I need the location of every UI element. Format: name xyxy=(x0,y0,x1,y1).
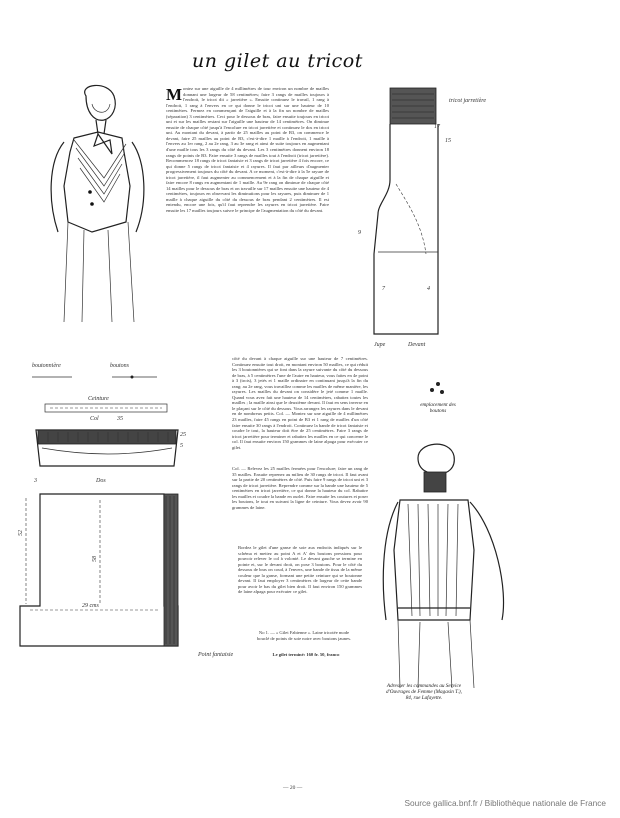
drop-cap: M xyxy=(166,86,183,104)
back-pattern-diagram xyxy=(14,486,204,656)
supply-note xyxy=(256,630,352,648)
source-credit: Source gallica.bnf.fr / Bibliothèque nationale de France xyxy=(404,798,606,808)
collar-diagram xyxy=(28,424,188,474)
measure-9: 9 xyxy=(358,230,361,236)
button-placement-diagram xyxy=(426,376,450,400)
page-title: un gilet au tricot xyxy=(192,50,363,72)
order-caption: Adresser les commandes au Service d'Ouvrages de Femme (Magasin T.), 84, rue Lafayette. xyxy=(386,683,462,702)
article-column-1 xyxy=(166,86,329,356)
measure-15: 15 xyxy=(445,138,451,144)
col-paragraph: Col. — Relevez les 25 mailles fermées pour l'encolure; faire un rang de 35 mailles. Ensuite reprenez au milieu de 30 rangs de tricot. Il faut avant sur la partie de 20 centimètres de côté. Puis faire 9 rangs de tricot uni et 3 rangs de tricot jarretière. Reprendre comme sur la bande une hauteur de 5 centimètres en tricot jarretière, ce qui donne la hauteur du col. Rabattre les mailles et coudre la bande en ourlet. Faire ensuite les coutures et poser les boutons, le tout en suivant la ligne de ceinture. Vous devez avoir 90 grammes de laine. xyxy=(232,466,368,510)
label-emplacement: emplacement des boutons xyxy=(420,402,456,415)
measure-25: 25 xyxy=(180,432,186,438)
article-paragraph-2: côté du devant à chaque aiguille sur une hauteur de 7 centimètres. Continuez ensuite tout droit, en montant environ 50 mailles, ce qui réduit les 3 boutonnières qui se font dans la rayure suivante du côté du dessous de bras, à 5 centimètres l'une de l'autre en hauteur, vous faites en 4e point à 3 (trois), 3 jetés et 1 maille ordinaire en continuant jusqu'à la fin du rang; au 2e rang, vous travaillez comme les mailles de même manière, les rayures. Les mailles du devant on considère le jeté comme 1 maille. Quand vous avez fait une hauteur de 14 centimètres, rabattez toutes les mailles ; la maille ainsi que le deuxième devant. Il faut en sens inverse en le plaçant sur le côté du dessous. Vous arrangez les rayures dans le devant en de nombreux petits. Col. — Montez sur une aiguille de 4 millimètres 23 mailles, faire 45 rangs en point de B3 et 1 rang de mailles d'un côté faire ensuite 30 rangs à l'endroit. Continuez la bande de tricot fantaisie et coudre le tout, la hauteur doit être de 25 centimètres. Faire 3 rangs de tricot jarretière pour terminer et rabattez les mailles en ce qui concerne le col. Il faut ensuite environ 150 grammes de laine alpaga pour exécuter ce gilet. xyxy=(232,356,368,450)
measure-4: 4 xyxy=(427,286,430,292)
label-boutonniere: boutonnière xyxy=(32,363,61,369)
figure-back-illustration xyxy=(378,440,518,690)
price-note: Le gilet terminé: 160 fr. 50, franco xyxy=(272,652,340,657)
article-paragraph-1: ontez sur une aiguille de 4 millimètres de tour environ un nombre de mailles donnant une largeur de 58 centimètres; faire 3 rangs de mailles toujours à l'endroit, le tricot dit « jarretière ». Ensuite continuez le travail, 1 rang à l'endroit, 1 rang à l'envers en ce qui donne le tricot uni sur une hauteur de 10 centimètres. Fermez en commençant de l'aiguille et à la fin un nombre de mailles (séparation) 3 centimètres. Ceci pour le dessous de bras, faire ensuite toujours en tricot uni et sur les mailles restant sur l'aiguille une hauteur de 14 centimètres. On diminue ensuite de chaque côté jusqu'à l'encolure en tricot jarretière et continuez le dos en tricot uni. Au montant du devant, à partir de 25 mailles au point de B3, on commence le devant, faire 25 mailles au point de B3, c'est-à-dire 1 maille à l'endroit, 1 maille à l'envers au 1er rang, 2 au 2e rang, 3 au 3e rang et ainsi de suite toujours en augmentant d'une maille tous les 3 rangs du côté du devant. Les 3 centimètres donnent environ 18 rangs de points de B3. Faire ensuite 3 rangs de mailles tout à l'endroit (tricot jarretière). Recommencez 18 rangs de tricot fantaisie et 3 rangs de tricot jarretière 4 fois encore, ce qui donne 5 rangs de tricot fantaisie et 4 rayures. Il faut par ailleurs d'augmenter progressivement toujours du côté du devant. A ce moment, c'est-à-dire à la 5e rayure de tricot jarretière, il faut augmenter au commencement et à la fin de chaque aiguille et faire encore 8 rangs en augmentant de 1 maille. Au 9e rang on diminue de chaque côté 14 mailles pour le dessous de bras et on travaille sur 17 mailles ensuite une hauteur de 4 centimètres, toujours en observant les diminutions pour les rayures, puis diminuer de 1 maille à chaque aiguille du côté du dessous de bras pendant 2 centimètres. Il est entendu, encore une fois, qu'il faut reprendre les rayures en tricot jarretière. Faire ensuite les 17 mailles toujours suivre le principe de l'augmentation du côté du devant. xyxy=(166,86,329,214)
label-ceinture: Ceinture xyxy=(88,396,109,402)
label-dos: Dos xyxy=(96,478,106,484)
article-column-2 xyxy=(232,356,368,464)
measure-58: 58 xyxy=(92,556,98,562)
measure-29: 29 cms xyxy=(82,603,99,609)
col-instructions xyxy=(232,466,368,542)
label-boutons: boutons xyxy=(110,363,130,369)
measure-52: 52 xyxy=(18,530,24,536)
figure-front-illustration xyxy=(38,82,158,332)
page-folio: — 20 — xyxy=(283,785,303,791)
measure-7: 7 xyxy=(382,286,385,292)
measure-5: 5 xyxy=(180,443,183,449)
supply-paragraph: No 1. — « Gilet Fabienne ». Laine tricotée mode bouclé de points de soie noire avec boutons jaunes. xyxy=(256,630,352,641)
finishing-paragraph: Bordez le gilet d'une ganse de soie aux endroits indiqués sur le schéma et mettez au point A et A' des boutons pressions pour pouvoir relever le col à volonté. Le devant gauche se termine en pointe et, sur le devant droit, on pose 3 boutons. Pour le côté du dessous de bras on coud, à l'envers, une bande de tissu de la même couleur que la ganse, formant une petite ceinture qui se boutonne devant. Il faut employer 3 centimètres de largeur de cette bande pour avoir le bas du gilet bien droit. Il faut environ 150 grammes de laine alpaga pour exécuter ce gilet. xyxy=(238,545,362,595)
measure-35: 35 xyxy=(117,416,123,422)
front-pattern-diagram xyxy=(368,84,448,344)
label-jupe: Jupe xyxy=(374,342,386,348)
belt-diagram xyxy=(44,403,170,415)
buttonhole-diagram xyxy=(32,372,162,382)
label-col: Col xyxy=(90,416,99,422)
finishing-instructions xyxy=(238,545,362,627)
label-devant: Devant xyxy=(408,342,426,348)
measure-3: 3 xyxy=(34,478,37,484)
label-tricot-jarretiere: tricot jarretière xyxy=(449,98,487,104)
measure-17: 17 xyxy=(434,124,440,130)
label-point-fantaisie: Point fantaisie xyxy=(198,652,234,658)
